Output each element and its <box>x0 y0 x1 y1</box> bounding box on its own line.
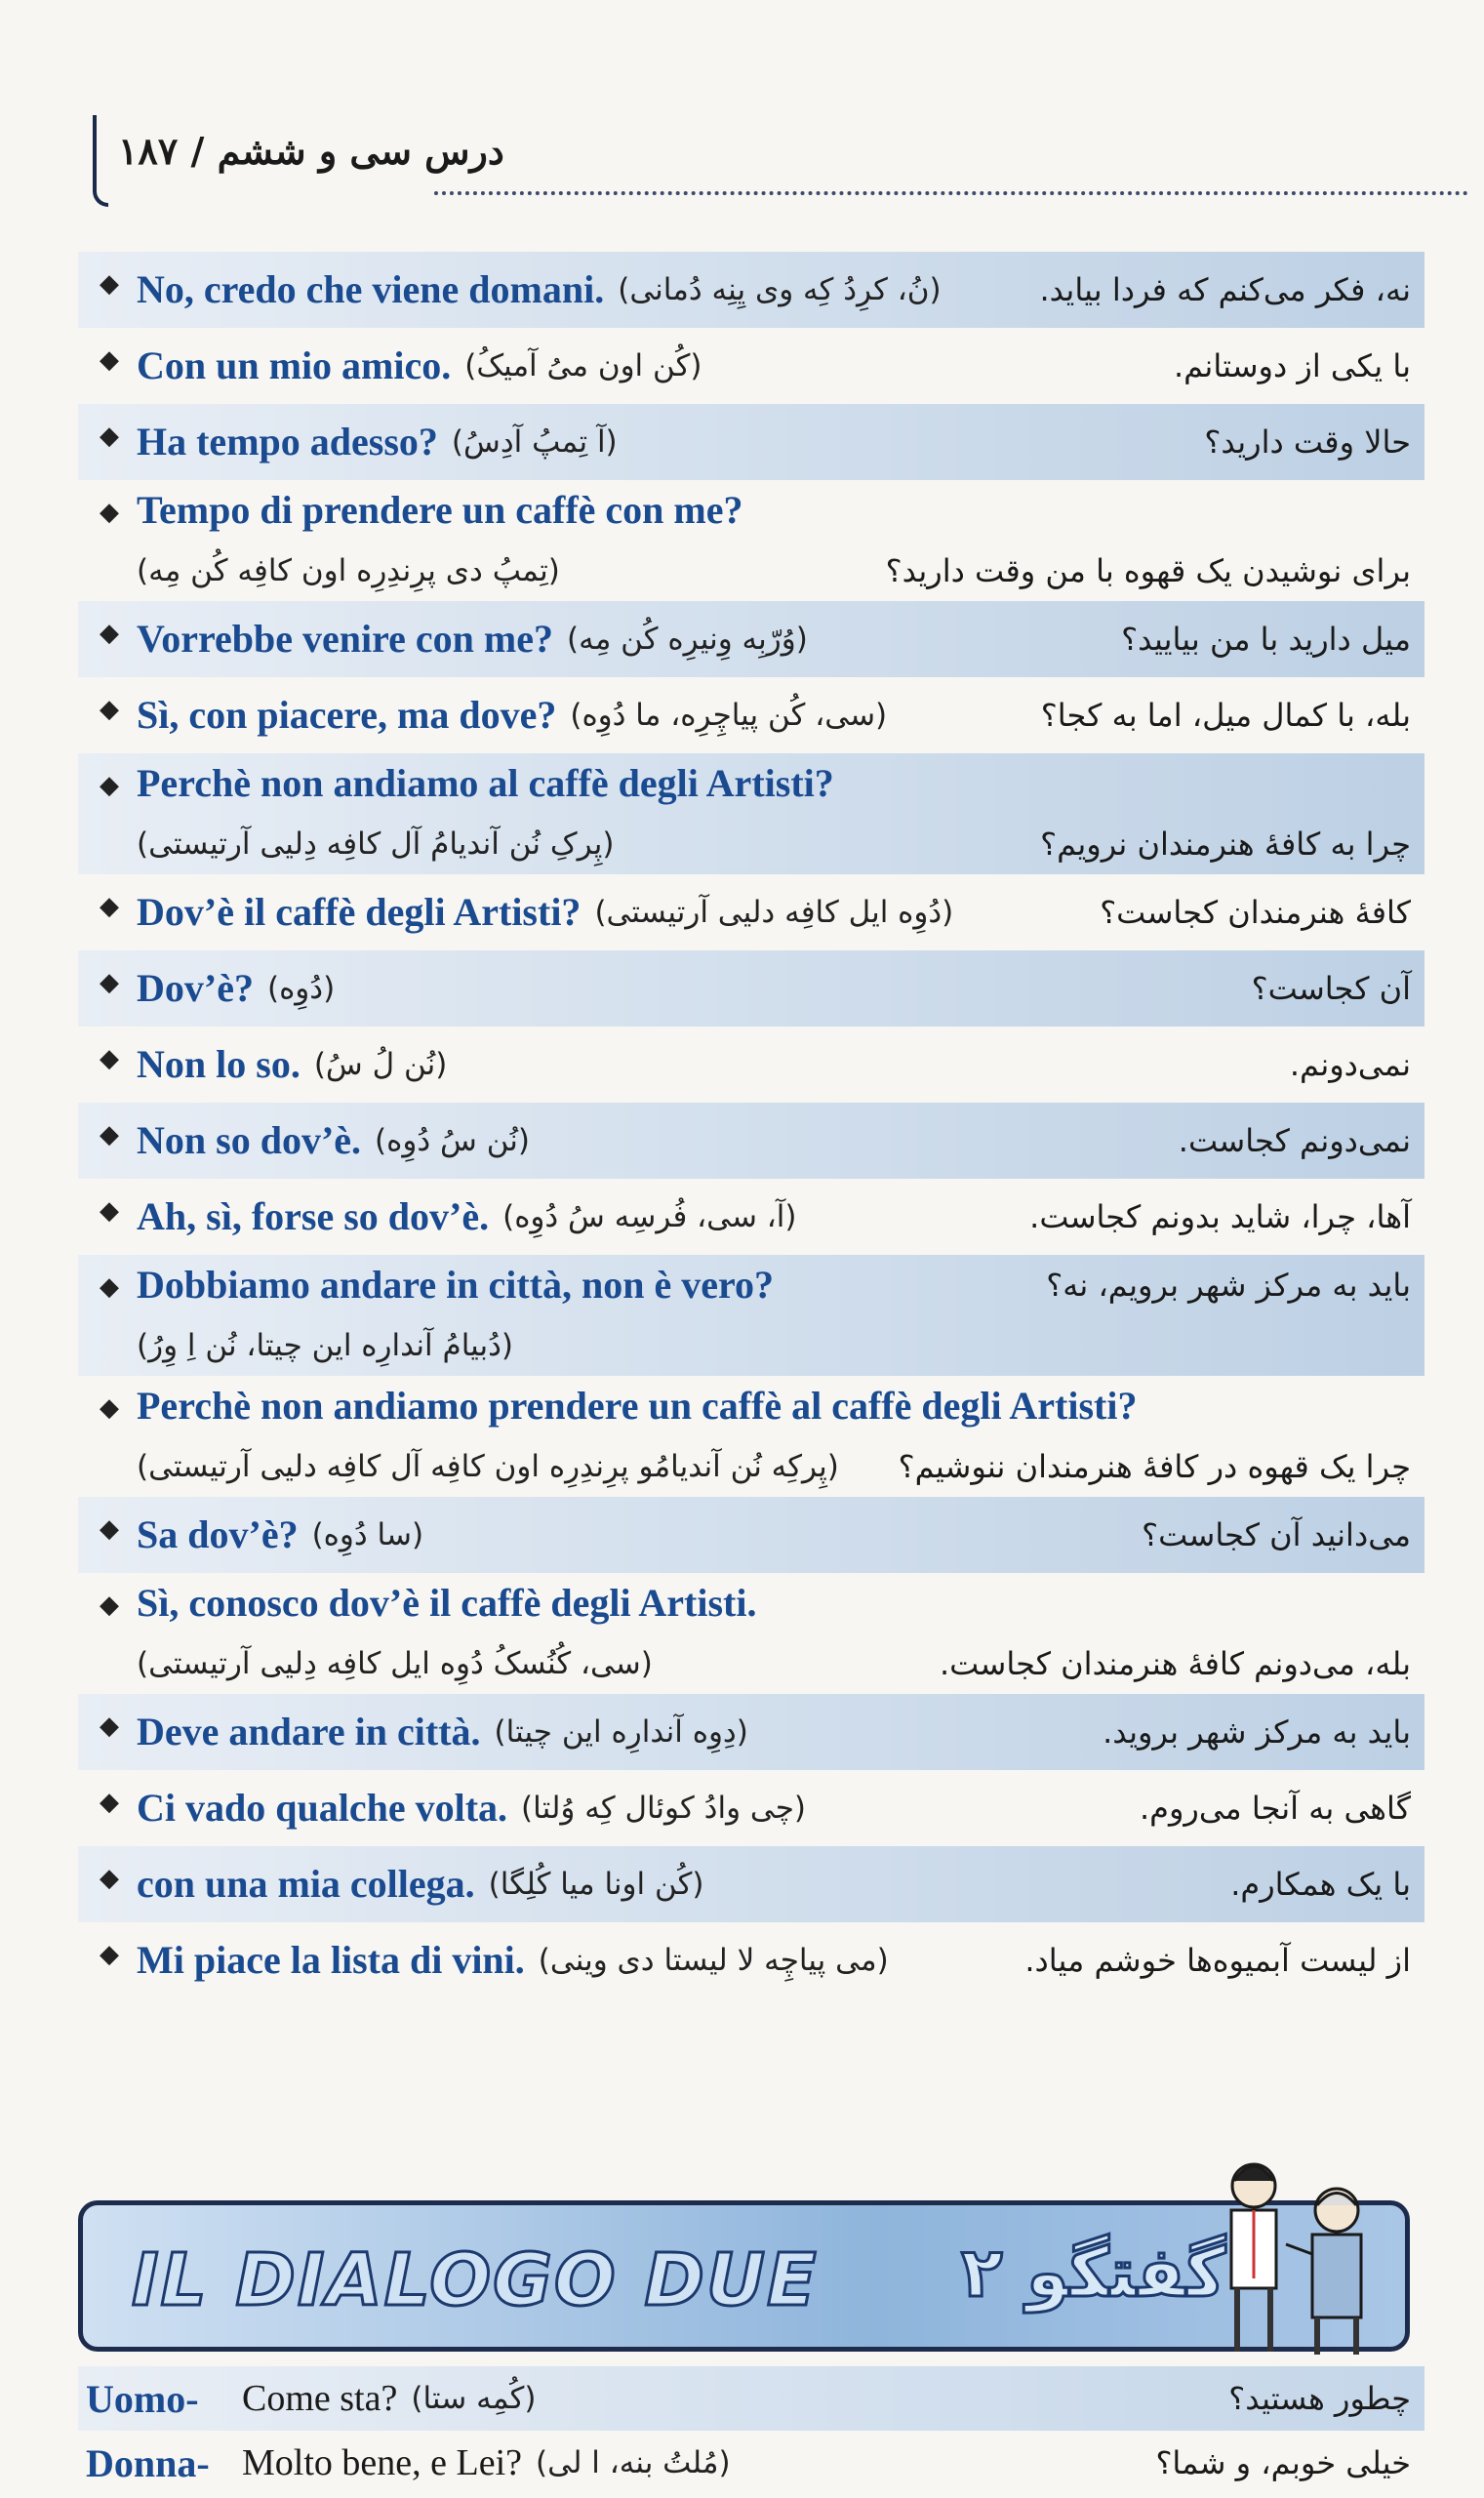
pronunciation: (سا دُوِه) <box>311 1517 424 1552</box>
persian-translation: خیلی خوبم، و شما؟ <box>1155 2444 1411 2481</box>
bullet-icon: ◆ <box>100 771 119 800</box>
bullet-icon: ◆ <box>100 1196 119 1226</box>
persian-translation: کافهٔ هنرمندان کجاست؟ <box>1100 894 1411 931</box>
italian-phrase: Ci vado qualche volta. <box>137 1786 508 1830</box>
phrase-row <box>78 1497 1424 1573</box>
persian-translation: حالا وقت دارید؟ <box>1204 423 1411 461</box>
banner-title-italian: IL DIALOGO DUE <box>132 2238 819 2322</box>
persian-translation: آها، چرا، شاید بدونم کجاست. <box>1029 1198 1411 1235</box>
dialog-list <box>78 2366 1424 2495</box>
phrase-row <box>78 1922 1424 1998</box>
bullet-icon: ◆ <box>100 1788 119 1817</box>
persian-translation: چطور هستید؟ <box>1228 2380 1411 2417</box>
pronunciation: (نُ، کرِدُ کِه وی یِنِه دُمانی) <box>618 272 942 307</box>
pronunciation: (کُن اون میُ آمیکُ) <box>464 348 702 383</box>
bullet-icon: ◆ <box>100 1864 119 1893</box>
pronunciation: (دُبیامُ آندارِه این چیتا، نُن اِ وِرُ) <box>137 1328 514 1363</box>
phrase-row <box>78 1770 1424 1846</box>
bullet-icon: ◆ <box>100 1514 119 1544</box>
italian-phrase: Vorrebbe venire con me? <box>137 617 553 661</box>
bullet-icon: ◆ <box>100 345 119 375</box>
persian-translation: نمی‌دونم کجاست. <box>1178 1122 1411 1159</box>
persian-translation: گاهی به آنجا می‌روم. <box>1139 1790 1411 1827</box>
phrase-row <box>78 1027 1424 1103</box>
bullet-icon: ◆ <box>100 968 119 997</box>
persian-translation: برای نوشیدن یک قهوه با من وقت دارید؟ <box>885 552 1411 589</box>
pronunciation: (پِرکِه نُن آندیامُو پرِندِرِه اون کافِه آل کافِه دلیی آرتیستی) <box>137 1449 839 1484</box>
pronunciation: (سی، کُن پیاچِرِه، ما دُوِه) <box>570 698 888 733</box>
pronunciation: (نُن لُ سُ) <box>313 1047 448 1082</box>
pronunciation: (دِوِه آندارِه این چیتا) <box>494 1714 748 1750</box>
phrase-row <box>78 677 1424 753</box>
bullet-icon: ◆ <box>100 619 119 648</box>
banner-title-persian: گفتگو ۲ <box>961 2233 1226 2313</box>
italian-phrase: Tempo di prendere un caffè con me? <box>137 488 743 532</box>
italian-phrase: Ah, sì, forse so dov’è. <box>137 1194 490 1238</box>
phrase-row <box>78 328 1424 404</box>
pronunciation: (آ تِمپُ آدِسُ) <box>451 424 618 460</box>
italian-phrase: No, credo che viene domani. <box>137 267 605 311</box>
phrase-row <box>78 1103 1424 1179</box>
pronunciation: (نُن سُ دُوِه) <box>375 1123 531 1158</box>
pronunciation: (کُن اونا میا کُلِگا) <box>488 1867 704 1902</box>
italian-phrase: Perchè non andiamo prendere un caffè al caffè degli Artisti? <box>137 1384 1138 1428</box>
bullet-icon: ◆ <box>100 1120 119 1149</box>
two-people-illustration <box>1200 2132 1395 2357</box>
bullet-icon: ◆ <box>100 498 119 527</box>
phrase-row <box>78 1255 1424 1376</box>
persian-translation: بله، با کمال میل، اما به کجا؟ <box>1040 697 1411 734</box>
persian-translation: با یک همکارم. <box>1230 1866 1411 1903</box>
phrase-row <box>78 1694 1424 1770</box>
bullet-icon: ◆ <box>100 269 119 299</box>
pronunciation: (سی، کُنُسکُ دُوِه ایل کافِه دِلیی آرتیستی) <box>137 1646 653 1681</box>
pronunciation: (چی وادُ کوئال کِه وُلتا) <box>521 1791 807 1826</box>
pronunciation: (پِرکِ نُن آندیامُ آل کافِه دِلیی آرتیستی) <box>137 826 615 862</box>
bullet-icon: ◆ <box>100 1272 119 1302</box>
italian-phrase: con una mia collega. <box>137 1862 475 1906</box>
speaker-label: Uomo- <box>86 2376 199 2421</box>
phrase-row <box>78 404 1424 480</box>
italian-phrase: Non so dov’è. <box>137 1118 362 1162</box>
phrase-row <box>78 1846 1424 1922</box>
pronunciation: (آ، سی، فُرسِه سُ دُوِه) <box>502 1199 797 1234</box>
phrase-row <box>78 480 1424 601</box>
italian-phrase: Sì, con piacere, ma dove? <box>137 693 557 737</box>
persian-translation: نه، فکر می‌کنم که فردا بیاید. <box>1039 271 1411 308</box>
bullet-icon: ◆ <box>100 1712 119 1741</box>
pronunciation: (وُرّبِه وِنیرِه کُن مِه) <box>566 622 808 657</box>
dialog-row <box>78 2366 1424 2431</box>
phrase-row <box>78 252 1424 328</box>
bullet-icon: ◆ <box>100 1393 119 1423</box>
persian-translation: نمی‌دونم. <box>1289 1046 1411 1083</box>
pronunciation: (دُوِه ایل کافِه دلیی آرتیستی) <box>594 895 954 930</box>
persian-translation: بله، می‌دونم کافهٔ هنرمندان کجاست. <box>939 1645 1411 1682</box>
persian-translation: چرا یک قهوه در کافهٔ هنرمندان ننوشیم؟ <box>898 1448 1411 1485</box>
pronunciation: (دُوِه) <box>266 971 336 1006</box>
phrase-row <box>78 1179 1424 1255</box>
phrase-row <box>78 1376 1424 1497</box>
bullet-icon: ◆ <box>100 1044 119 1073</box>
pronunciation: (تِمپُ دی پرِندِرِه اون کافِه کُن مِه) <box>137 553 560 588</box>
bullet-icon: ◆ <box>100 422 119 451</box>
persian-translation: با یکی از دوستانم. <box>1173 347 1411 384</box>
phrase-row <box>78 1573 1424 1694</box>
italian-phrase: Dov’è il caffè degli Artisti? <box>137 890 582 934</box>
phrase-row <box>78 601 1424 677</box>
dialog-row <box>78 2431 1424 2495</box>
dialog-line: Molto bene, e Lei? <box>242 2442 523 2483</box>
bullet-icon: ◆ <box>100 1940 119 1969</box>
persian-translation: چرا به کافهٔ هنرمندان نرویم؟ <box>1040 826 1411 863</box>
phrase-row <box>78 753 1424 874</box>
italian-phrase: Dov’è? <box>137 966 254 1010</box>
persian-translation: میل دارید با من بیایید؟ <box>1121 621 1411 658</box>
persian-translation: می‌دانید آن کجاست؟ <box>1142 1516 1411 1553</box>
page-header <box>93 115 1468 203</box>
bullet-icon: ◆ <box>100 892 119 921</box>
header-divider <box>434 191 1468 195</box>
italian-phrase: Ha tempo adesso? <box>137 420 438 463</box>
pronunciation: (مُلتُ بنه، ا لی) <box>536 2445 731 2480</box>
header-bracket <box>93 115 108 207</box>
pronunciation: (کُمِه ستا) <box>411 2381 537 2416</box>
phrase-row <box>78 950 1424 1027</box>
pronunciation: (می پیاچِه لا لیستا دی وینی) <box>538 1943 889 1978</box>
persian-translation: باید به مرکز شهر برویم، نه؟ <box>1046 1267 1411 1304</box>
phrase-row <box>78 874 1424 950</box>
italian-phrase: Sa dov’è? <box>137 1512 299 1556</box>
bullet-icon: ◆ <box>100 1591 119 1620</box>
page-title: درس سی و ششم / ۱۸۷ <box>118 129 504 173</box>
italian-phrase: Dobbiamo andare in città, non è vero? <box>137 1263 774 1307</box>
italian-phrase: Con un mio amico. <box>137 343 452 387</box>
italian-phrase: Non lo so. <box>137 1042 301 1086</box>
persian-translation: باید به مرکز شهر بروید. <box>1103 1713 1411 1751</box>
italian-phrase: Mi piace la lista di vini. <box>137 1938 525 1982</box>
dialog-line: Come sta? <box>242 2378 398 2419</box>
phrase-list <box>78 252 1424 1998</box>
persian-translation: آن کجاست؟ <box>1251 970 1411 1007</box>
bullet-icon: ◆ <box>100 695 119 724</box>
italian-phrase: Deve andare in città. <box>137 1710 481 1753</box>
speaker-label: Donna- <box>86 2440 210 2485</box>
italian-phrase: Sì, conosco dov’è il caffè degli Artisti. <box>137 1581 757 1625</box>
italian-phrase: Perchè non andiamo al caffè degli Artisti? <box>137 761 834 805</box>
persian-translation: از لیست آبمیوه‌ها خوشم میاد. <box>1024 1942 1411 1979</box>
